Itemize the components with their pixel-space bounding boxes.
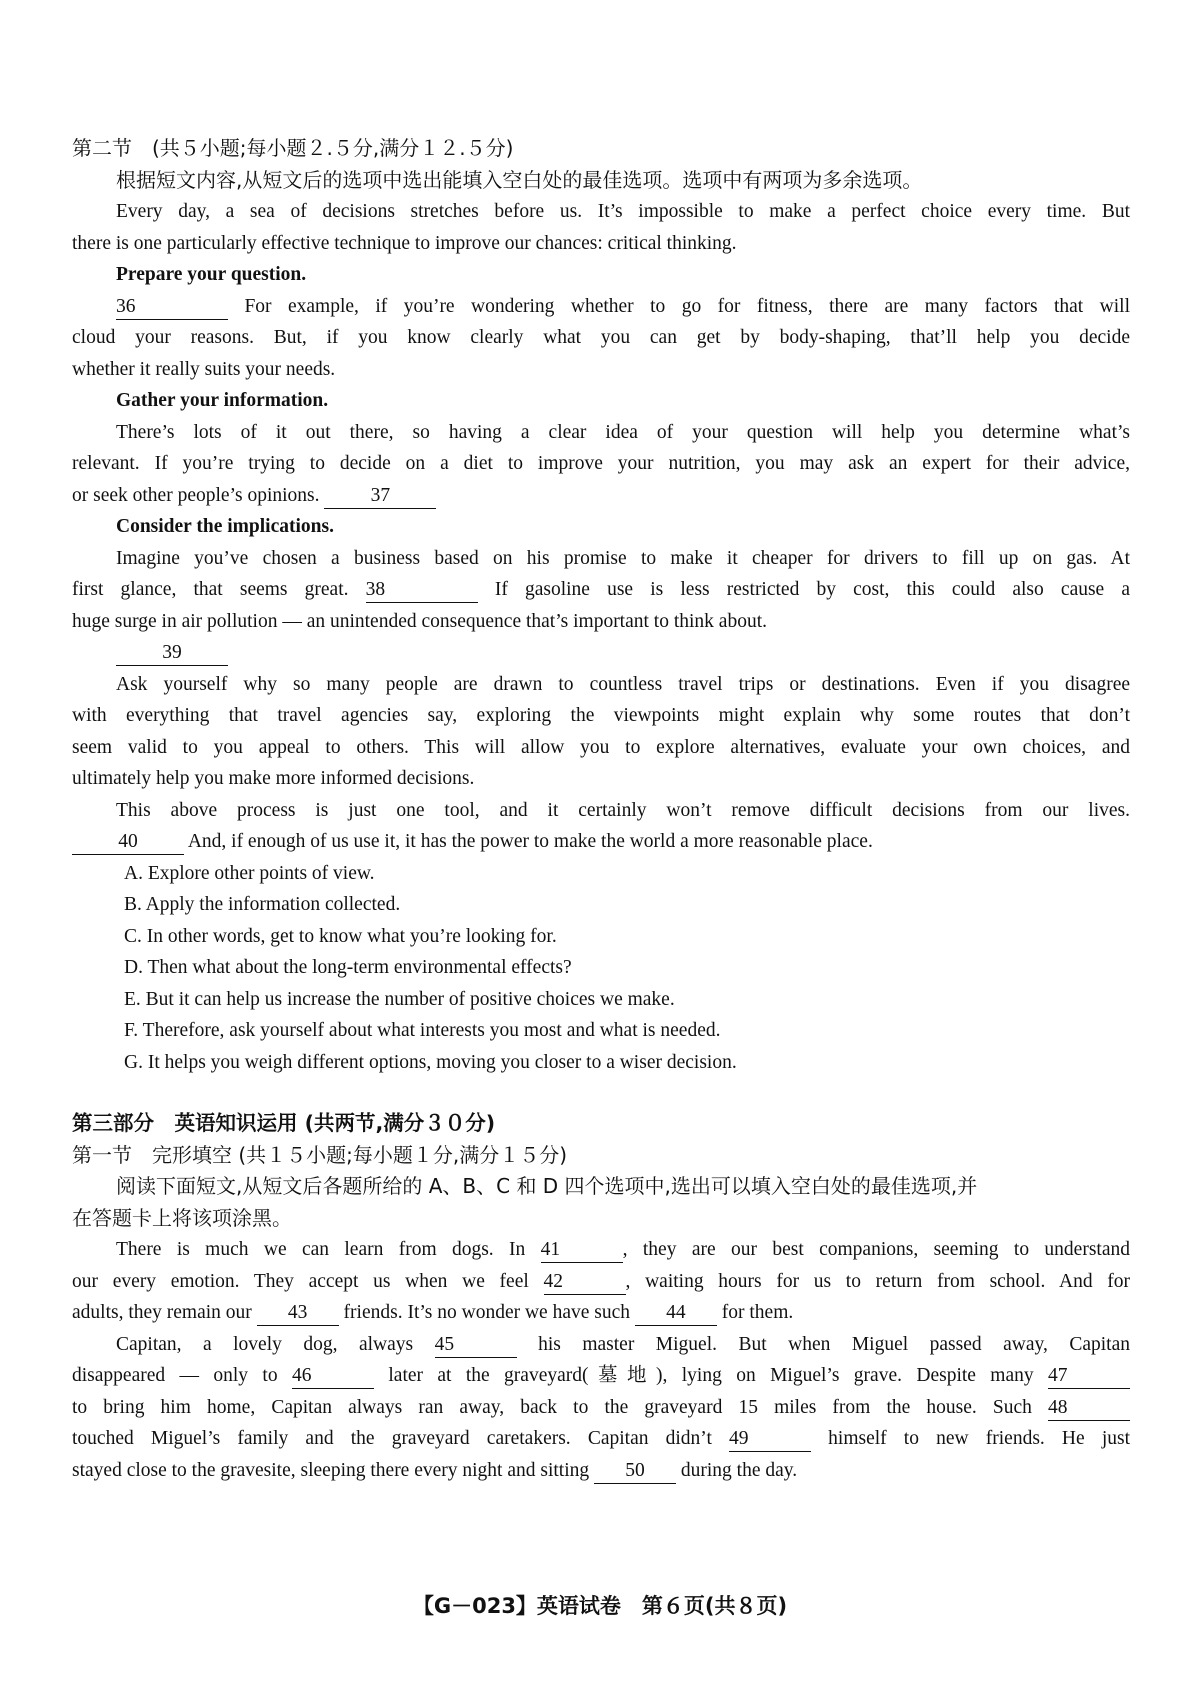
option-c: C. In other words, get to know what you’re looking for.: [124, 925, 557, 947]
subheading-consider: Consider the implications.: [116, 516, 334, 537]
option-e: E. But it can help us increase the number of positive choices we make.: [124, 988, 675, 1010]
intro-line: Every day, a sea of decisions stretches before us. It’s impossible to make a perfect choice every time. But: [116, 201, 1130, 222]
paragraph-39-line: seem valid to you appeal to others. This will allow you to explore alternatives, evaluate your own choices, and: [72, 736, 1130, 758]
option-g: G. It helps you weigh different options, moving you closer to a wiser decision.: [124, 1051, 737, 1073]
cloze-line: Capitan, a lovely dog, always 45 his master Miguel. But when Miguel passed away, Capitan: [72, 1329, 1130, 1361]
paragraph-37-line: or seek other people’s opinions. 37: [72, 480, 1130, 512]
paragraph-36-line: whether it really suits your needs.: [72, 358, 336, 380]
blank-46: 46: [292, 1364, 374, 1389]
page-footer: 【G－023】英语试卷 第６页(共８页): [412, 1594, 788, 1618]
cloze-line: stayed close to the gravesite, sleeping there every night and sitting 50 during the day.: [72, 1455, 1130, 1487]
paragraph-36-line: cloud your reasons. But, if you know clearly what you can get by body-shaping, that’ll help you decide: [72, 327, 1130, 348]
paragraph-37-line: relevant. If you’re trying to decide on a diet to improve your nutrition, you may ask an expert for their advice,: [72, 453, 1130, 474]
cloze-line: adults, they remain our 43 friends. It’s no wonder we have such 44 for them.: [72, 1297, 1130, 1329]
cloze-line: There is much we can learn from dogs. In 41 , they are our best companions, seeming to understand: [72, 1234, 1130, 1266]
paragraph-38-line: Imagine you’ve chosen a business based on his promise to make it cheaper for drivers to fill up on gas. At: [116, 547, 1130, 569]
blank-44: 44: [635, 1301, 717, 1326]
part-title: 第三部分 英语知识运用 (共两节,满分３０分): [72, 1111, 496, 1135]
blank-40: 40: [72, 830, 184, 855]
paragraph-40-line: 40 And, if enough of us use it, it has the power to make the world a more reasonable place.: [72, 826, 1130, 858]
paragraph-38-line: huge surge in air pollution — an unintended consequence that’s important to think about.: [72, 610, 768, 632]
paragraph-36: 36 For example, if you’re wondering whether to go for fitness, there are many factors that will: [72, 291, 1130, 323]
blank-49: 49: [729, 1427, 811, 1452]
heading-39: [72, 637, 1130, 669]
section-title: 第一节 完形填空 (共１５小题;每小题１分,满分１５分): [72, 1142, 568, 1167]
paragraph-40-line: This above process is just one tool, and it certainly won’t remove difficult decisions from our lives.: [116, 799, 1130, 821]
blank-41: 41: [541, 1238, 623, 1263]
option-a: A. Explore other points of view.: [124, 862, 375, 884]
paragraph-39-line: with everything that travel agencies say, exploring the viewpoints might explain why some routes that don’t: [72, 705, 1130, 726]
blank-50: 50: [594, 1459, 676, 1484]
paragraph-38-line: first glance, that seems great. 38 If gasoline use is less restricted by cost, this could also cause a: [72, 574, 1130, 606]
blank-45: 45: [435, 1333, 517, 1358]
paragraph-39-line: Ask yourself why so many people are drawn to countless travel trips or destinations. Even if you disagree: [116, 673, 1130, 695]
blank-47: 47: [1048, 1364, 1130, 1389]
cloze-line: our every emotion. They accept us when we feel 42 , waiting hours for us to return from school. And for: [72, 1266, 1130, 1298]
option-d: D. Then what about the long-term environmental effects?: [124, 957, 572, 978]
cloze-line: touched Miguel’s family and the graveyard caretakers. Capitan didn’t 49 himself to new friends. He just: [72, 1423, 1130, 1455]
paragraph-39-line: ultimately help you make more informed decisions.: [72, 768, 475, 789]
blank-42: 42: [544, 1270, 626, 1295]
intro-line: there is one particularly effective technique to improve our chances: critical thinking.: [72, 232, 737, 254]
blank-48: 48: [1048, 1396, 1130, 1421]
instruction: 在答题卡上将该项涂黑。: [72, 1205, 292, 1230]
cloze-line: to bring him home, Capitan always ran away, back to the graveyard 15 miles from the house. Such 48: [72, 1392, 1130, 1424]
blank-43: 43: [257, 1301, 339, 1326]
instruction: 阅读下面短文,从短文后各题所给的 A、B、C 和 D 四个选项中,选出可以填入空白处的最佳选项,并: [116, 1174, 978, 1198]
cloze-line: disappeared — only to 46 later at the graveyard(墓地), lying on Miguel’s grave. Despite many 47: [72, 1360, 1130, 1392]
paragraph-37-line: There’s lots of it out there, so having a clear idea of your question will help you determine what’s: [116, 421, 1130, 443]
exam-page: [72, 133, 1130, 1486]
section-title: 第二节 (共５小题;每小题２.５分,满分１２.５分): [72, 136, 514, 160]
blank-39: 39: [116, 641, 228, 666]
option-b: B. Apply the information collected.: [124, 894, 401, 915]
blank-37: 37: [324, 484, 436, 509]
blank-36: 36: [116, 295, 228, 320]
subheading-prepare: Prepare your question.: [116, 264, 307, 285]
option-f: F. Therefore, ask yourself about what interests you most and what is needed.: [124, 1020, 721, 1041]
blank-38: 38: [366, 578, 478, 603]
subheading-gather: Gather your information.: [116, 390, 329, 411]
instruction: 根据短文内容,从短文后的选项中选出能填入空白处的最佳选项。选项中有两项为多余选项。: [116, 167, 923, 192]
